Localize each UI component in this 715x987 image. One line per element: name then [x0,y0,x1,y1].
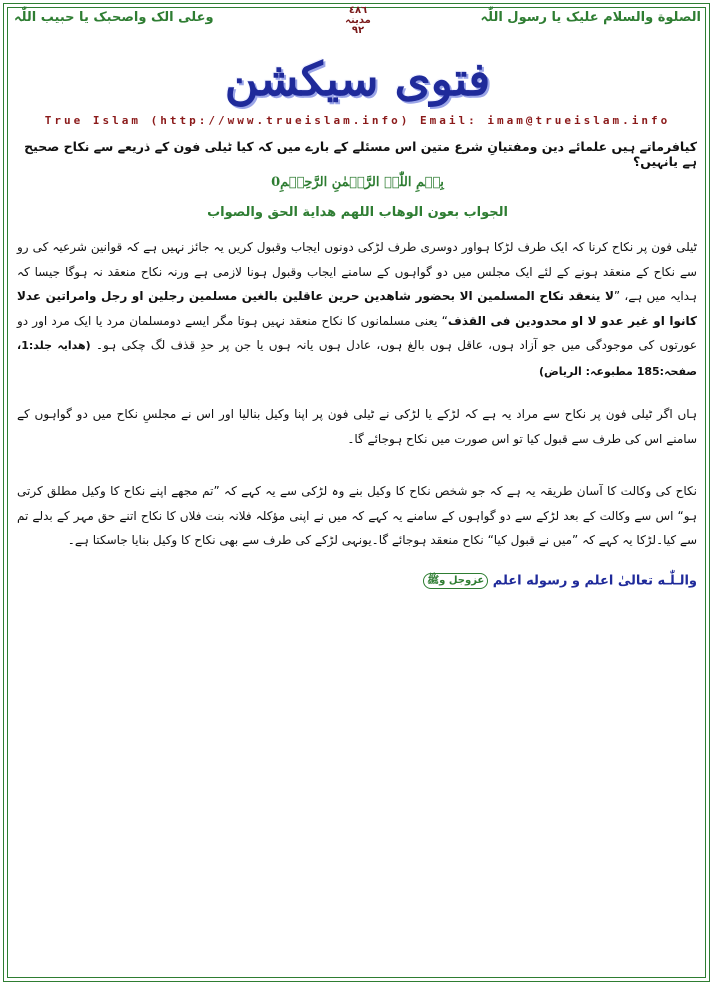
answer-paragraph-2: ہاں اگر ٹیلی فون پر نکاح سے مراد یہ ہے کہ لڑکے یا لڑکی نے ٹیلی فون پر اپنا وکیل بنالیا اور اس نے مجلسِ نکاح میں دو گواہوں کے سامنے اس کی طرف سے قبول کیا تو اس صورت میں نکاح ہوجائے گا۔ [17,407,697,446]
page-number-mid: مدینہ [345,15,371,26]
closing-formula [420,573,697,589]
page-title: فتوی سیکشن [224,52,491,106]
para1-reference: (ھدایہ جلد:1، صفحہ:185 مطبوعہ: الریاض) [17,339,697,378]
answer-paragraph-3: نکاح کی وکالت کا آسان طریقہ یہ ہے کہ جو شخص نکاح کا وکیل بنے وہ لڑکی سے یہ کہے کہ ”تم مجھے اپنے نکاح کا وکیل مطلق کرتی ہو“ اس سے وکالت کے بعد لڑکے سے دو گواہوں کے سامنے یہ کہے کہ میں نے اپنی مؤکلہ فلانہ بنت فلاں کا نکاح اتنے حق مہر کے بدلے تم سے کیا۔لڑکا یہ کہے کہ ”میں نے قبول کیا“ نکاح منعقد ہوجائے گا۔یونہی لڑکے کی طرف سے بھی نکاح کا وکیل بنایا جاسکتا ہے۔ [17,484,697,547]
salutation-left: وعلی الک واصحبک یا حبیب اللّٰہ [14,10,214,25]
para1-arabic-quote: لا ينعقد نكاح المسلمين الا بحضور شاهدين حرين عاقلين بالغين مسلمين رجلين او رجل وامراتين عدلا كانوا او غير عدو لا او محدودين فى القذف [17,289,697,328]
bismillah: بِسۡمِ اللّٰہِ الرَّحۡمٰنِ الرَّحِیۡمِ0 [271,175,444,190]
page-number [340,6,376,36]
page-number-bottom: ٩٢ [351,25,365,36]
answer-heading: الجواب بعون الوهاب اللهم هداية الحق والصواب [207,205,508,220]
page-number-top: ٤٨٦ [348,5,368,16]
para1-text-a: ٹیلی فون پر نکاح کرنا کہ ایک طرف لڑکا ہواور دوسری طرف لڑکی دونوں ایجاب وقبول کریں یہ جائز نہیں ہے کہ قوانین شرعیہ کی رو سے نکاح کے منعقد ہونے کے لئے ایک مجلس میں دو گواہوں کے سامنے ایجاب وقبول ہونا لازمی ہے ورنہ نکاح منعقد نہ ہوگا جیسا کہ ہدایہ میں ہے، ” [17,240,697,303]
salutation-right: الصلوة والسلام علیک یا رسول اللّٰہ [480,10,701,25]
closing-seal: عزوجل وﷺ [423,573,488,589]
title-logo [190,50,525,110]
site-contact-line: True Islam (http://www.trueislam.info) Email: imam@trueislam.info [44,114,671,127]
answer-paragraph-1 [17,235,697,384]
closing-text: والـلّٰـه تعالیٰ اعلم و رسوله اعلم [492,573,697,589]
question-text: کیافرماتے ہیں علمائے دین ومفتیانِ شرع متین اس مسئلے کے بارے میں کہ کیا ٹیلی فون کے ذریعے سے نکاح صحیح ہے یانہیں؟ [24,139,697,169]
para1-text-b: “ یعنی مسلمانوں کا نکاح منعقد نہیں ہوتا مگر ایسے دومسلمان مرد یا ایک مرد اور دو عورتوں کی موجودگی میں جو آزاد ہوں، عاقل ہوں بالغ ہوں، عادل ہوں یانہ ہوں یا جن پر حدِ قذف لگ چکی ہو۔ [17,313,697,352]
